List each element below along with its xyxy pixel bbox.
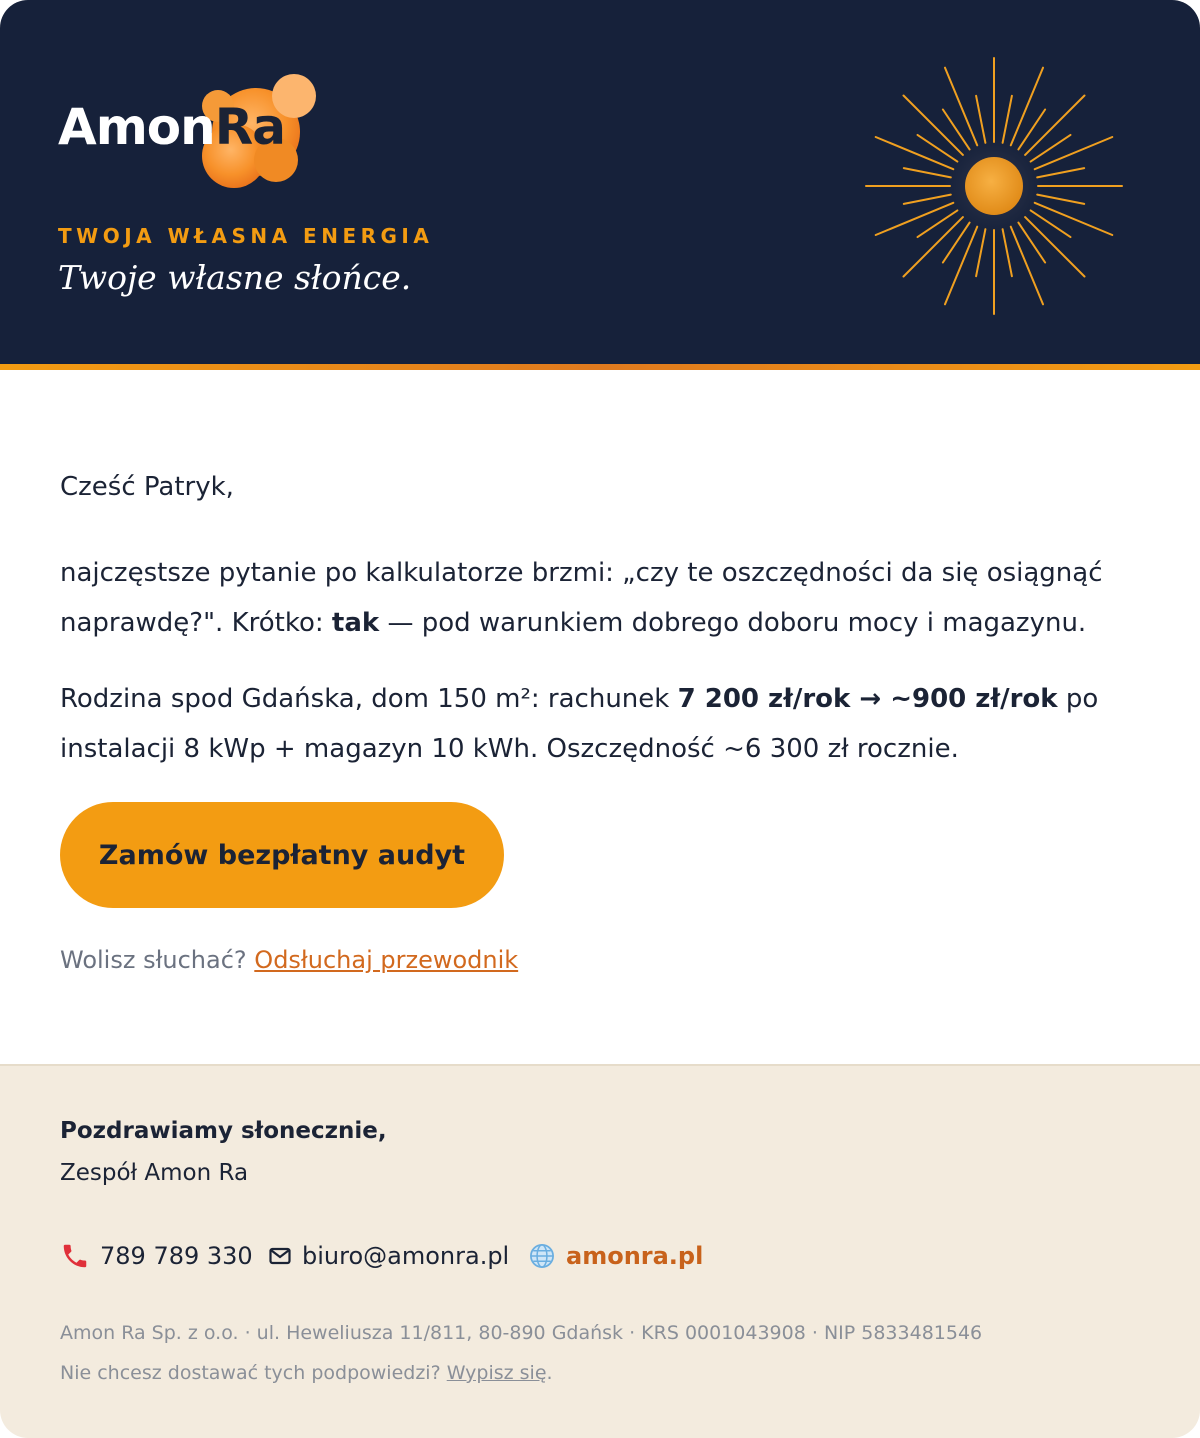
tagline-top: TWOJA WŁASNA ENERGIA bbox=[58, 224, 434, 248]
contact-website[interactable] bbox=[528, 1238, 703, 1274]
paragraph-question-prefix: najczęstsze pytanie po kalkulatorze brzmi: „czy te oszczędności da się osiągnąć naprawdę?". Krótko: bbox=[60, 558, 1103, 638]
header bbox=[0, 0, 1200, 364]
logo-word-amon: Amon bbox=[58, 98, 215, 156]
paragraph-case-study bbox=[60, 674, 1140, 774]
paragraph-question bbox=[60, 548, 1140, 648]
unsubscribe-prefix: Nie chcesz dostawać tych podpowiedzi? bbox=[60, 1362, 447, 1384]
sun-icon bbox=[864, 54, 1126, 316]
sign-team: Zespół Amon Ra bbox=[60, 1160, 249, 1186]
globe-icon bbox=[528, 1242, 556, 1270]
listen-prefix: Wolisz słuchać? bbox=[60, 946, 255, 974]
logo-wordmark bbox=[58, 98, 285, 156]
listen-guide-link[interactable]: Odsłuchaj przewodnik bbox=[254, 946, 519, 974]
paragraph-question-suffix: — pod warunkiem dobrego doboru mocy i magazynu. bbox=[379, 608, 1087, 638]
contact-email[interactable] bbox=[268, 1238, 509, 1274]
listen-line bbox=[60, 946, 518, 974]
logo-word-ra: Ra bbox=[214, 98, 285, 156]
phone-number: 789 789 330 bbox=[100, 1242, 253, 1270]
logo bbox=[58, 70, 328, 200]
contact-phone[interactable] bbox=[60, 1238, 253, 1274]
unsubscribe-link[interactable]: Wypisz się bbox=[446, 1362, 547, 1384]
greeting: Cześć Patryk, bbox=[60, 472, 234, 502]
paragraph-case-prefix: Rodzina spod Gdańska, dom 150 m²: rachunek bbox=[60, 684, 678, 714]
paragraph-question-bold: tak bbox=[331, 608, 380, 638]
legal-info: Amon Ra Sp. z o.o. · ul. Heweliusza 11/811, 80-890 Gdańsk · KRS 0001043908 · NIP 5833481546 bbox=[60, 1322, 983, 1344]
email-address: biuro@amonra.pl bbox=[302, 1242, 510, 1270]
mail-icon bbox=[268, 1244, 292, 1268]
order-audit-button[interactable]: Zamów bezpłatny audyt bbox=[60, 802, 504, 908]
paragraph-case-bold: 7 200 zł/rok → ~900 zł/rok bbox=[677, 684, 1058, 714]
unsubscribe-line bbox=[60, 1362, 553, 1384]
phone-icon bbox=[60, 1241, 90, 1271]
website-link: amonra.pl bbox=[566, 1242, 704, 1270]
paragraph-case-suffix: po instalacji 8 kWp + magazyn 10 kWh. Oszczędność ~6 300 zł rocznie. bbox=[60, 684, 1099, 764]
sign-off: Pozdrawiamy słonecznie, bbox=[60, 1118, 387, 1144]
tagline-bottom: Twoje własne słońce. bbox=[58, 258, 412, 297]
header-accent-stripe bbox=[0, 364, 1200, 370]
unsubscribe-suffix: . bbox=[546, 1362, 553, 1384]
